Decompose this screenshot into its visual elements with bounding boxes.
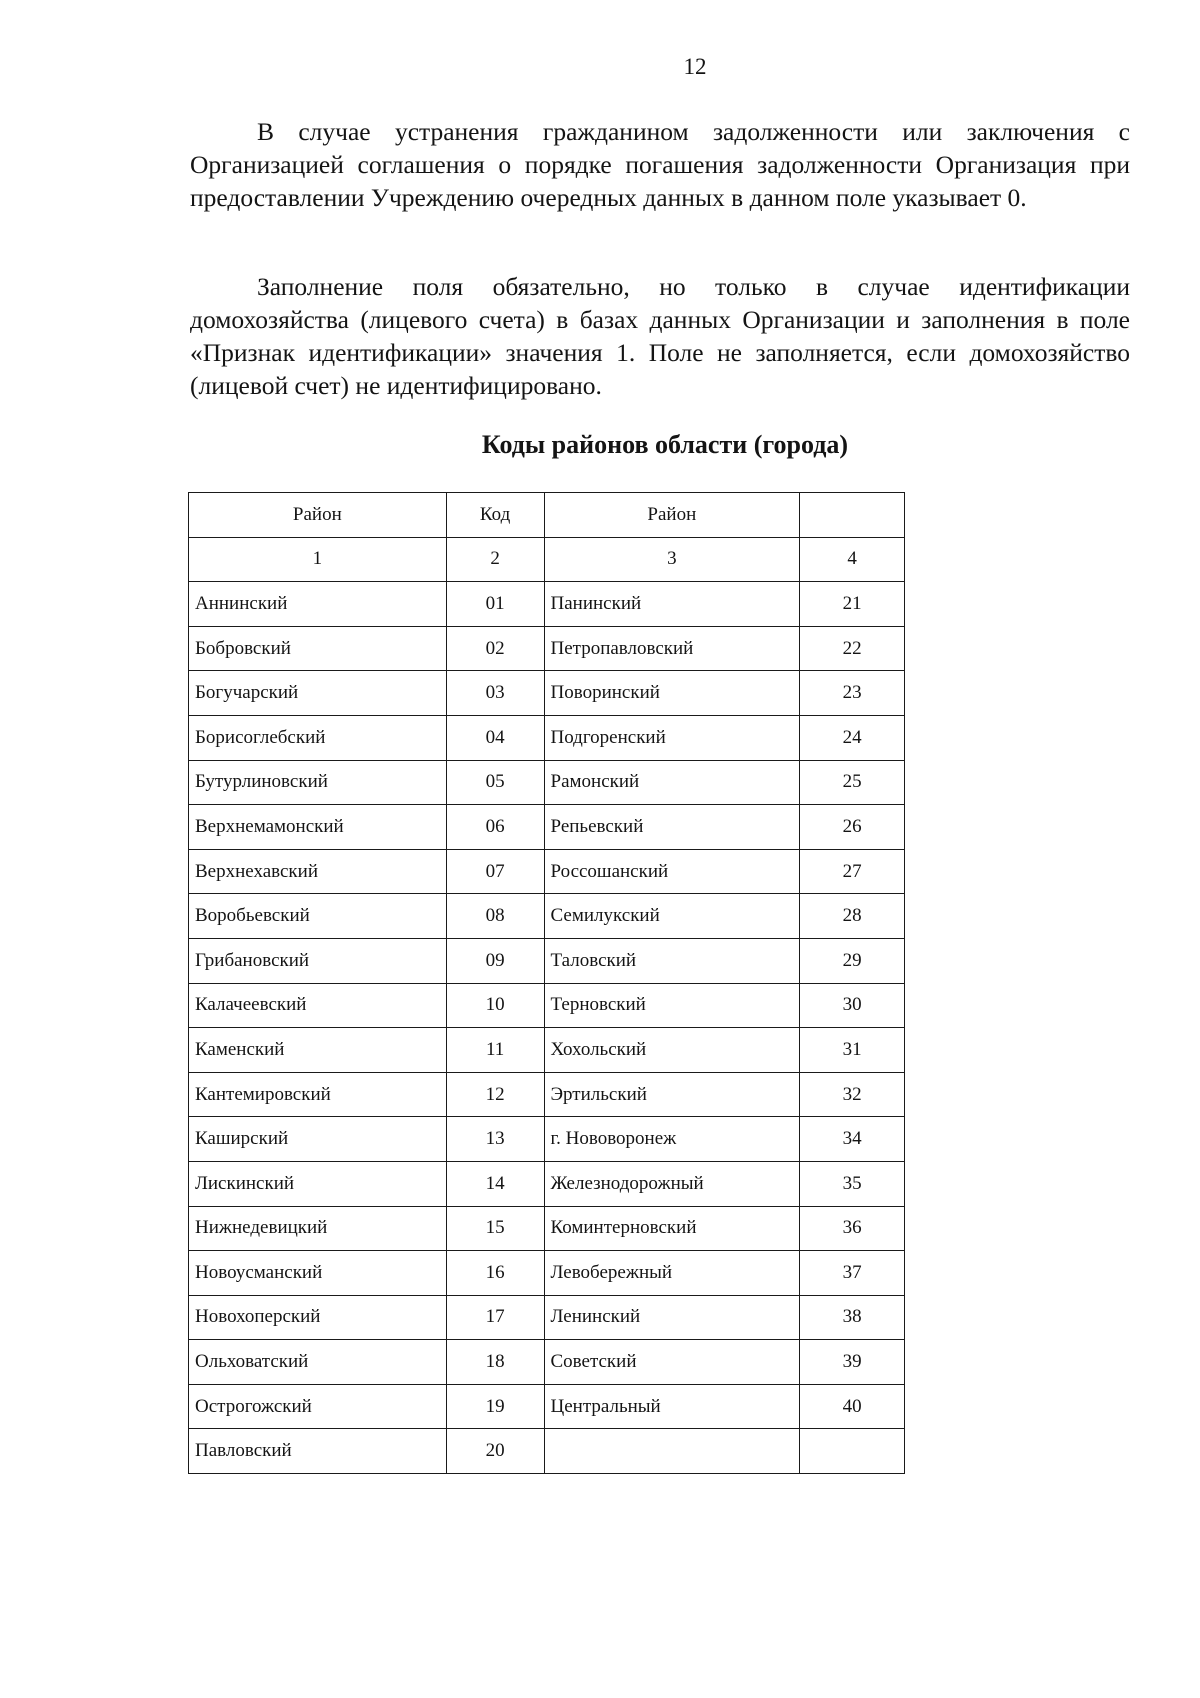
district-name: Богучарский: [189, 671, 447, 716]
district-name: Железнодорожный: [544, 1161, 800, 1206]
table-row: [189, 1251, 905, 1296]
district-name: Россошанский: [544, 849, 800, 894]
table-row: [189, 1072, 905, 1117]
table-row: [189, 938, 905, 983]
district-name: Калачеевский: [189, 983, 447, 1028]
district-code: 11: [446, 1028, 544, 1073]
table-row: [189, 1384, 905, 1429]
district-code: 40: [800, 1384, 905, 1429]
district-code: 28: [800, 894, 905, 939]
district-name: Бутурлиновский: [189, 760, 447, 805]
district-code: 15: [446, 1206, 544, 1251]
district-name: Рамонский: [544, 760, 800, 805]
district-name: Каширский: [189, 1117, 447, 1162]
district-name: г. Нововоронеж: [544, 1117, 800, 1162]
district-code: 35: [800, 1161, 905, 1206]
district-code: 36: [800, 1206, 905, 1251]
table-row: [189, 983, 905, 1028]
district-name: Воробьевский: [189, 894, 447, 939]
district-code: 37: [800, 1251, 905, 1296]
header-district: Район: [189, 493, 447, 538]
district-codes-table: [188, 492, 905, 1474]
district-name: Эртильский: [544, 1072, 800, 1117]
district-name: Репьевский: [544, 805, 800, 850]
district-name: Терновский: [544, 983, 800, 1028]
table-header-row: [189, 493, 905, 538]
header-district: Район: [544, 493, 800, 538]
district-code: 32: [800, 1072, 905, 1117]
column-number-row: [189, 537, 905, 582]
district-name: Нижнедевицкий: [189, 1206, 447, 1251]
district-name: Центральный: [544, 1384, 800, 1429]
district-code: 25: [800, 760, 905, 805]
table-row: [189, 760, 905, 805]
district-name: Лискинский: [189, 1161, 447, 1206]
section-title: Коды районов области (города): [481, 430, 849, 459]
district-code: 39: [800, 1340, 905, 1385]
district-code: 19: [446, 1384, 544, 1429]
column-number: 1: [189, 537, 447, 582]
column-number: 4: [800, 537, 905, 582]
district-code: 24: [800, 715, 905, 760]
page-number: 12: [683, 54, 707, 79]
table-row: [189, 582, 905, 627]
district-code: 04: [446, 715, 544, 760]
district-name: Кантемировский: [189, 1072, 447, 1117]
district-name: Подгоренский: [544, 715, 800, 760]
table-row: [189, 849, 905, 894]
district-name: Ольховатский: [189, 1340, 447, 1385]
district-code: 27: [800, 849, 905, 894]
district-code: 18: [446, 1340, 544, 1385]
district-name: Поворинский: [544, 671, 800, 716]
district-code: 07: [446, 849, 544, 894]
table-row: [189, 1340, 905, 1385]
table-row: [189, 1295, 905, 1340]
district-code: 34: [800, 1117, 905, 1162]
district-name: Советский: [544, 1340, 800, 1385]
district-code: 17: [446, 1295, 544, 1340]
table-row: [189, 805, 905, 850]
district-name: Верхнемамонский: [189, 805, 447, 850]
district-name: Новохоперский: [189, 1295, 447, 1340]
table-row: [189, 626, 905, 671]
district-name: Семилукский: [544, 894, 800, 939]
district-code: 13: [446, 1117, 544, 1162]
district-name: Верхнехавский: [189, 849, 447, 894]
district-name: Аннинский: [189, 582, 447, 627]
table-row: [189, 1161, 905, 1206]
district-name: Новоусманский: [189, 1251, 447, 1296]
district-code: 02: [446, 626, 544, 671]
table-body: [189, 582, 905, 1474]
header-code: [800, 493, 905, 538]
district-code: 29: [800, 938, 905, 983]
paragraph-field-requirement: Заполнение поля обязательно, но только в случае идентификации домохозяйства (лицевого счета) в базах данных Организации и заполнения в поле «Признак идентификации» значения 1. Поле не заполняется, если домохозяйство (лицевой счет) не идентифицировано.: [190, 272, 1130, 400]
district-name: Левобережный: [544, 1251, 800, 1296]
district-name: Бобровский: [189, 626, 447, 671]
district-code: 38: [800, 1295, 905, 1340]
district-name: Острогожский: [189, 1384, 447, 1429]
table-row: [189, 671, 905, 716]
district-code: 22: [800, 626, 905, 671]
column-number: 3: [544, 537, 800, 582]
district-name: Панинский: [544, 582, 800, 627]
table-row: [189, 894, 905, 939]
district-code: 05: [446, 760, 544, 805]
column-number: 2: [446, 537, 544, 582]
district-code: 14: [446, 1161, 544, 1206]
table-row: [189, 1206, 905, 1251]
district-code: 23: [800, 671, 905, 716]
district-code: 06: [446, 805, 544, 850]
district-code: 03: [446, 671, 544, 716]
district-name: Хохольский: [544, 1028, 800, 1073]
header-code: Код: [446, 493, 544, 538]
table-row: [189, 1028, 905, 1073]
table-row: [189, 1429, 905, 1474]
district-code: 16: [446, 1251, 544, 1296]
district-name: Коминтерновский: [544, 1206, 800, 1251]
district-name: Борисоглебский: [189, 715, 447, 760]
district-code: 08: [446, 894, 544, 939]
district-name: [544, 1429, 800, 1474]
district-code: 30: [800, 983, 905, 1028]
table-row: [189, 1117, 905, 1162]
district-code: [800, 1429, 905, 1474]
district-code: 09: [446, 938, 544, 983]
district-name: Павловский: [189, 1429, 447, 1474]
district-code: 10: [446, 983, 544, 1028]
district-name: Таловский: [544, 938, 800, 983]
district-name: Петропавловский: [544, 626, 800, 671]
district-code: 01: [446, 582, 544, 627]
district-name: Грибановский: [189, 938, 447, 983]
district-code: 31: [800, 1028, 905, 1073]
paragraph-debt-settlement: В случае устранения гражданином задолженности или заключения с Организацией соглашения о порядке погашения задолженности Организация при предоставлении Учреждению очередных данных в данном поле указывает 0.: [190, 117, 1130, 212]
district-name: Ленинский: [544, 1295, 800, 1340]
district-code: 20: [446, 1429, 544, 1474]
district-code: 21: [800, 582, 905, 627]
table-row: [189, 715, 905, 760]
district-code: 12: [446, 1072, 544, 1117]
district-name: Каменский: [189, 1028, 447, 1073]
district-code: 26: [800, 805, 905, 850]
